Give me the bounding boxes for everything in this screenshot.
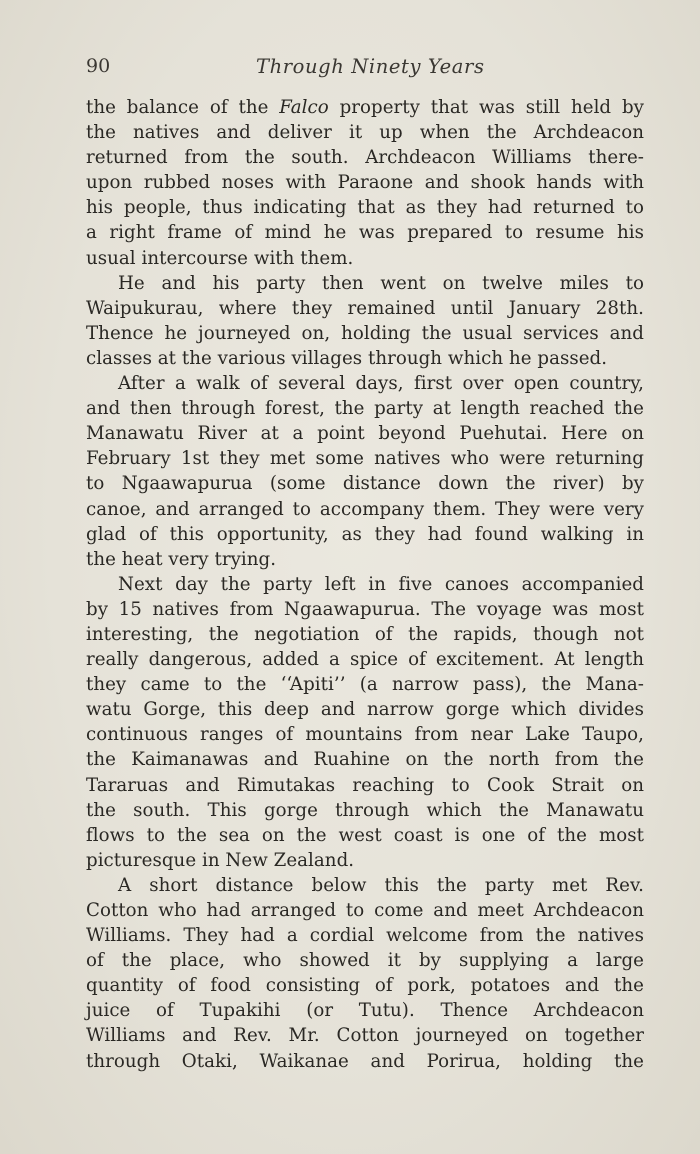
text-line: A short distance below this the party met Rev. <box>118 874 644 896</box>
text-segment: the balance of the <box>86 97 280 118</box>
text-line: Waipukurau, where they remained until January 28th. <box>86 297 644 319</box>
text-line: Williams. They had a cordial welcome from the natives <box>86 925 644 947</box>
page-number: 90 <box>86 55 111 77</box>
text-line: canoe, and arranged to accompany them. They were very <box>86 498 644 520</box>
text-line: through Otaki, Waikanae and Porirua, holding the <box>86 1050 644 1072</box>
text-line: glad of this opportunity, as they had found walking in <box>86 523 644 545</box>
text-line: and then through forest, the party at length reached the <box>86 398 644 420</box>
text-line: the Kaimanawas and Ruahine on the north from the <box>86 749 644 771</box>
text-line: his people, thus indicating that as they had returned to <box>86 197 644 219</box>
text-line: of the place, who showed it by supplying a large <box>86 950 644 972</box>
text-line: Cotton who had arranged to come and meet Archdeacon <box>86 900 644 921</box>
text-line: Thence he journeyed on, holding the usual services and <box>86 322 644 344</box>
text-line: quantity of food consisting of pork, potatoes and the <box>86 975 644 997</box>
text-line: upon rubbed noses with Paraone and shook hands with <box>86 172 644 194</box>
text-line: the natives and deliver it up when the Archdeacon <box>86 122 644 144</box>
text-line: February 1st they met some natives who were returning <box>86 448 644 470</box>
text-line: interesting, the negotiation of the rapids, though not <box>86 623 644 645</box>
running-head <box>86 55 646 85</box>
text-line: Manawatu River at a point beyond Puehutai. Here on <box>86 423 644 445</box>
text-line: the south. This gorge through which the Manawatu <box>86 799 644 821</box>
text-line: classes at the various villages through which he passed. <box>86 347 608 369</box>
paragraph <box>86 572 644 873</box>
text-line: by 15 natives from Ngaawapurua. The voyage was most <box>86 598 644 620</box>
text-line: a right frame of mind he was prepared to resume his <box>86 222 644 244</box>
text-line: Next day the party left in five canoes accompanied <box>118 573 644 595</box>
text-line: really dangerous, added a spice of excitement. At length <box>86 649 644 671</box>
paragraph <box>86 873 644 1074</box>
text-line: they came to the ‘‘Apiti’’ (a narrow pass), the Mana- <box>86 674 644 696</box>
text-line: juice of Tupakihi (or Tutu). Thence Archdeacon <box>86 1000 644 1022</box>
text-line: He and his party then went on twelve miles to <box>118 272 644 294</box>
text-line: usual intercourse with them. <box>86 247 354 269</box>
text-line: After a walk of several days, first over open country, <box>118 373 644 395</box>
text-line: Tararuas and Rimutakas reaching to Cook Strait on <box>86 774 644 796</box>
text-line: returned from the south. Archdeacon Williams there- <box>86 147 644 169</box>
text-line: Williams and Rev. Mr. Cotton journeyed on together <box>86 1025 644 1047</box>
text-line <box>86 95 644 120</box>
text-line: to Ngaawapurua (some distance down the river) by <box>86 473 644 495</box>
text-line: picturesque in New Zealand. <box>86 849 355 871</box>
paragraph <box>86 95 644 271</box>
paragraph <box>86 271 644 371</box>
text-line: watu Gorge, this deep and narrow gorge which divides <box>86 699 644 721</box>
text-segment: property that was still held by <box>328 97 645 118</box>
paragraph <box>86 371 644 572</box>
running-title: Through Ninety Years <box>256 55 485 78</box>
text-line: continuous ranges of mountains from near Lake Taupo, <box>86 724 644 746</box>
body-text <box>86 95 644 1074</box>
italic-word: Falco <box>279 97 329 118</box>
text-line: flows to the sea on the west coast is one of the most <box>86 824 644 846</box>
text-line: the heat very trying. <box>86 548 277 570</box>
